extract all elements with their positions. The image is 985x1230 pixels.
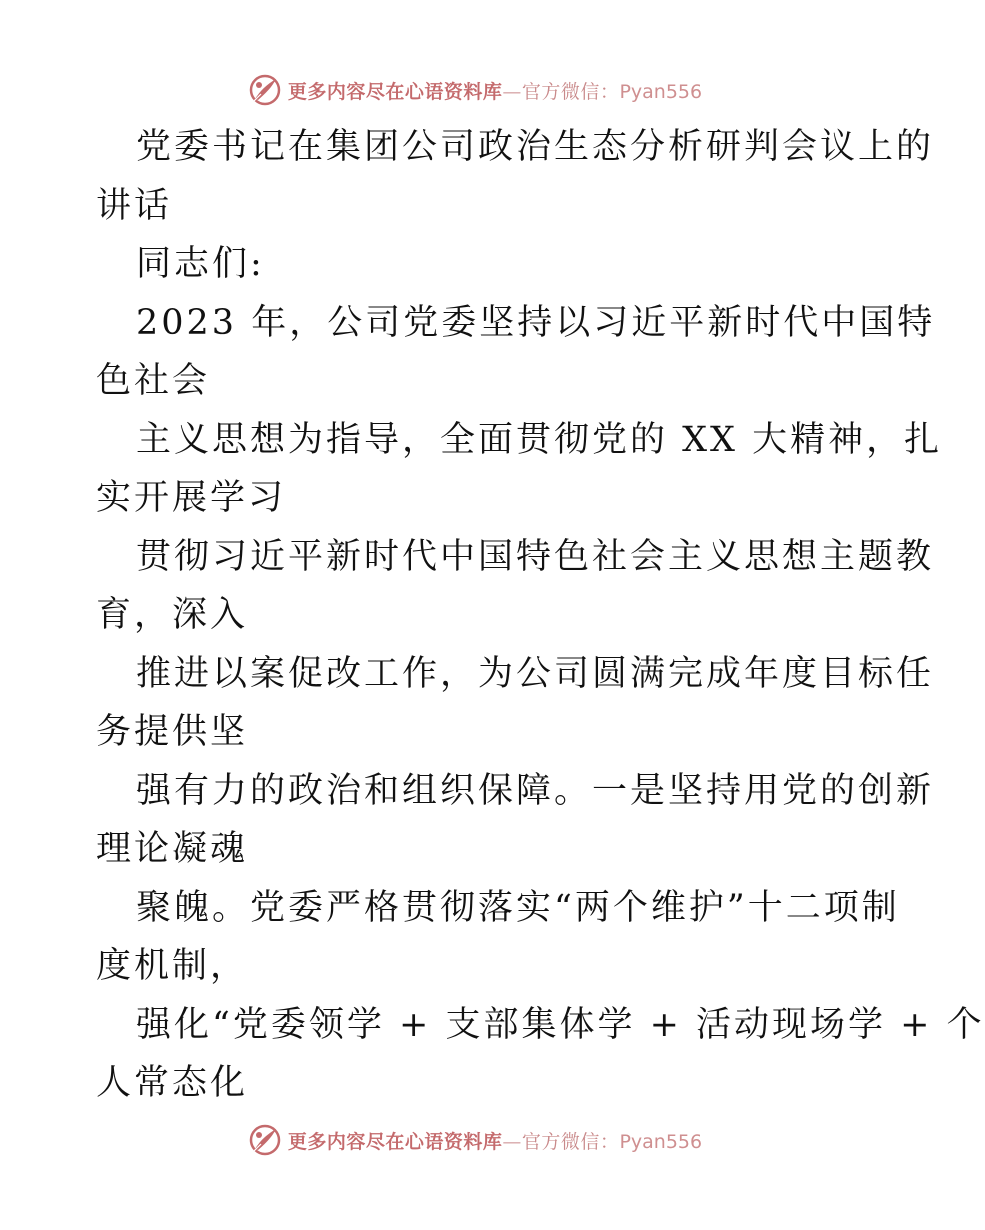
- watermark-separator: —: [502, 1130, 522, 1153]
- text-line: 讲话: [96, 185, 173, 226]
- text-line: 实开展学习: [96, 478, 287, 518]
- quill-seal-icon: [248, 73, 282, 107]
- text-line: 主义思想为指导，全面贯彻党的 XX 大精神，扎: [136, 419, 943, 460]
- header-watermark: [0, 70, 950, 110]
- watermark-account: Pyan556: [619, 80, 703, 103]
- text-line: 理论凝魂: [96, 829, 249, 869]
- watermark-separator: —: [502, 80, 522, 103]
- text-line: 同志们:: [136, 244, 265, 284]
- text-line: 务提供坚: [96, 712, 249, 752]
- text-line: 聚魄。党委严格贯彻落实“两个维护”十二项制: [136, 887, 900, 928]
- watermark-brand: 更多内容尽在心语资料库: [287, 80, 503, 103]
- document-body: [96, 118, 985, 1113]
- text-line: 党委书记在集团公司政治生态分析研判会议上的: [136, 127, 935, 167]
- watermark-text: [288, 77, 702, 104]
- footer-watermark: [0, 1120, 950, 1160]
- text-line: 人常态化: [96, 1063, 249, 1103]
- text-line: 2023 年，公司党委坚持以习近平新时代中国特: [136, 302, 936, 343]
- text-line: 度机制，: [96, 946, 249, 986]
- text-line: 推进以案促改工作，为公司圆满完成年度目标任: [136, 653, 935, 694]
- watermark-text: [288, 1127, 702, 1154]
- text-line: 贯彻习近平新时代中国特色社会主义思想主题教: [136, 536, 935, 577]
- text-line: 强有力的政治和组织保障。一是坚持用党的创新: [136, 770, 935, 811]
- text-line: 育，深入: [96, 595, 249, 635]
- watermark-account: Pyan556: [619, 1130, 703, 1153]
- text-line: 强化“党委领学 + 支部集体学 + 活动现场学 + 个: [136, 1004, 985, 1045]
- quill-seal-icon: [248, 1123, 282, 1157]
- watermark-label: 官方微信：: [521, 80, 620, 103]
- watermark-brand: 更多内容尽在心语资料库: [287, 1130, 503, 1153]
- text-line: 色社会: [96, 361, 211, 401]
- watermark-label: 官方微信：: [521, 1130, 620, 1153]
